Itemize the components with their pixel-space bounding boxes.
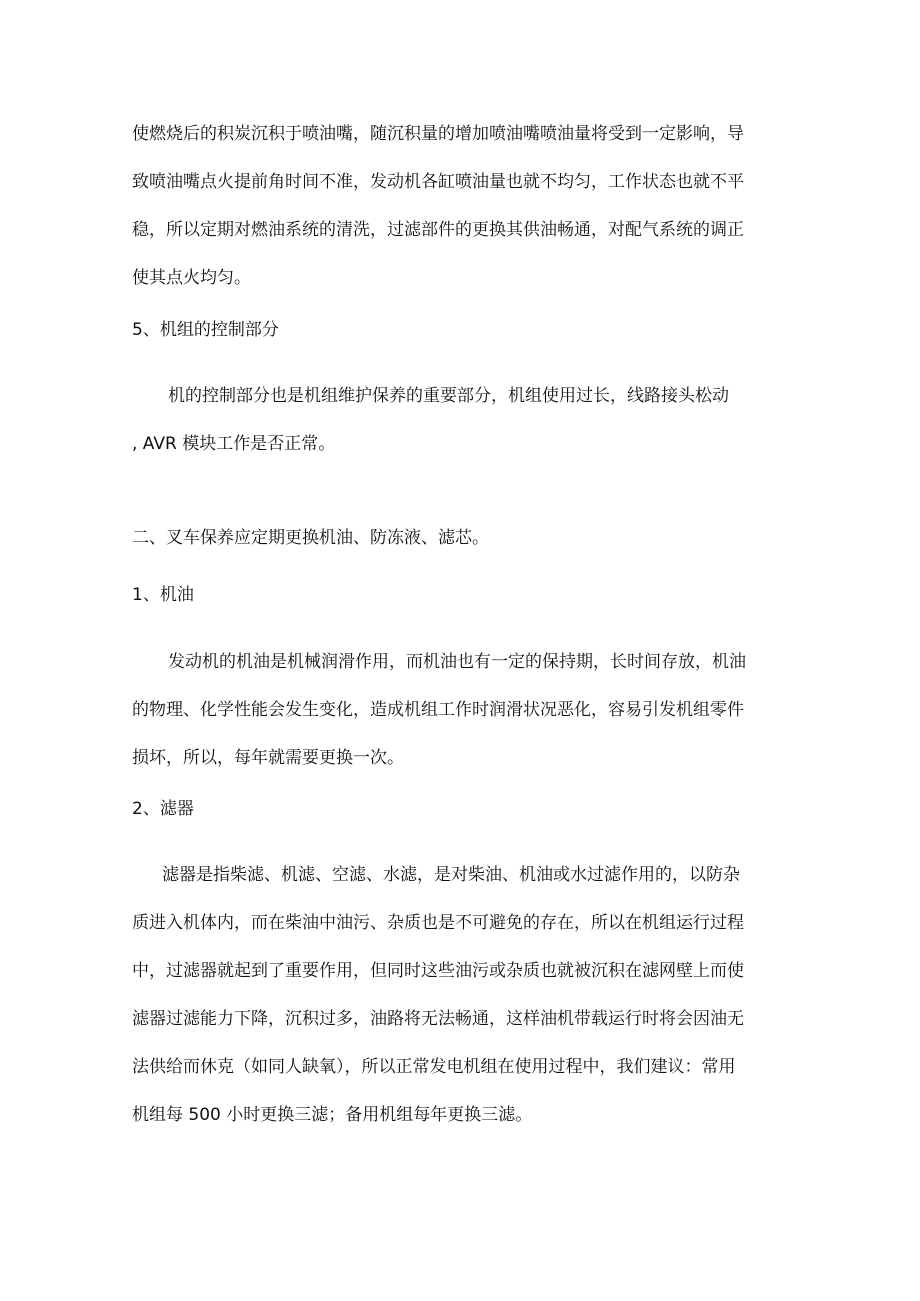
text-line: 损坏，所以，每年就需要更换一次。 bbox=[132, 748, 404, 768]
text-line: , AVR 模块工作是否正常。 bbox=[132, 434, 336, 454]
text-line: 的物理、化学性能会发生变化，造成机组工作时润滑状况恶化，容易引发机组零件 bbox=[132, 700, 744, 720]
text-line: 使其点火均匀。 bbox=[132, 268, 251, 288]
paragraph-fuel-system bbox=[132, 110, 802, 302]
heading-oil bbox=[132, 571, 802, 619]
text-line: 滤器过滤能力下降，沉积过多，油路将无法畅通，这样油机带载运行时将会因油无 bbox=[132, 1009, 744, 1029]
section-heading: 1、机油 bbox=[132, 585, 194, 605]
section-heading: 2、滤器 bbox=[132, 799, 194, 819]
text-line: 机组每 500 小时更换三滤；备用机组每年更换三滤。 bbox=[132, 1105, 533, 1125]
text-line: 使燃烧后的积炭沉积于喷油嘴，随沉积量的增加喷油嘴喷油量将受到一定影响，导 bbox=[132, 124, 744, 144]
paragraph-filter bbox=[132, 851, 802, 1139]
heading-filter bbox=[132, 785, 802, 833]
text-line: 稳，所以定期对燃油系统的清洗，过滤部件的更换其供油畅通，对配气系统的调正 bbox=[132, 220, 744, 240]
heading-forklift-maintenance bbox=[132, 514, 802, 562]
text-line: 机的控制部分也是机组维护保养的重要部分，机组使用过长，线路接头松动 bbox=[168, 386, 729, 406]
section-heading: 5、机组的控制部分 bbox=[132, 320, 279, 340]
text-line: 中，过滤器就起到了重要作用，但同时这些油污或杂质也就被沉积在滤网壁上而使 bbox=[132, 961, 744, 981]
text-line: 致喷油嘴点火提前角时间不准，发动机各缸喷油量也就不均匀，工作状态也就不平 bbox=[132, 172, 744, 192]
text-line: 滤器是指柴滤、机滤、空滤、水滤，是对柴油、机油或水过滤作用的，以防杂 bbox=[162, 865, 740, 885]
text-line: 质进入机体内，而在柴油中油污、杂质也是不可避免的存在，所以在机组运行过程 bbox=[132, 913, 744, 933]
paragraph-control bbox=[132, 372, 802, 468]
text-line: 法供给而休克（如同人缺氧），所以正常发电机组在使用过程中，我们建议：常用 bbox=[132, 1057, 736, 1077]
text-line: 发动机的机油是机械润滑作用，而机油也有一定的保持期，长时间存放，机油 bbox=[168, 652, 746, 672]
section-heading: 二、叉车保养应定期更换机油、防冻液、滤芯。 bbox=[132, 528, 489, 548]
heading-control-section bbox=[132, 306, 802, 354]
paragraph-oil bbox=[132, 638, 802, 782]
